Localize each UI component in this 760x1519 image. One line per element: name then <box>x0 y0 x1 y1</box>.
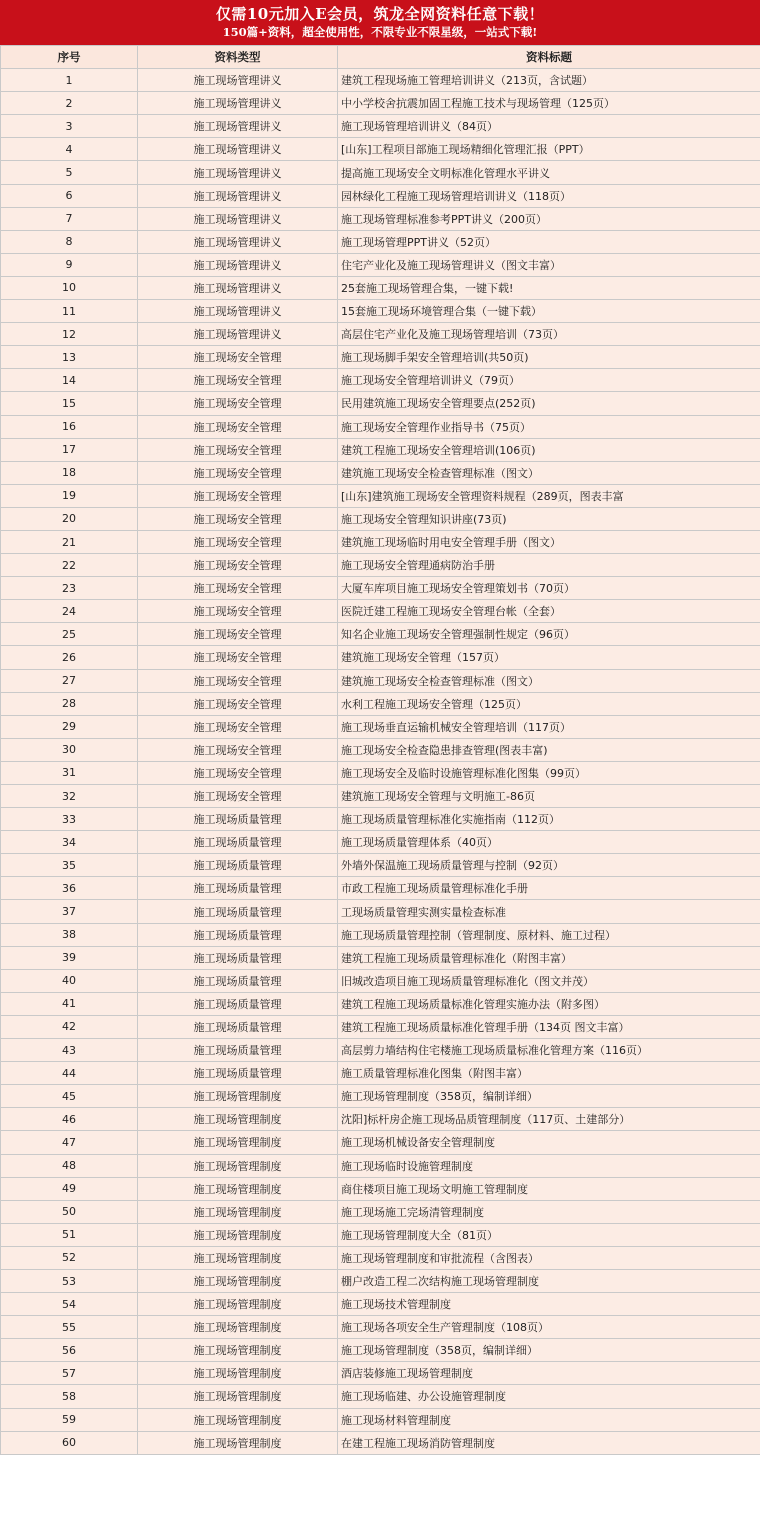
row-title-cell: 中小学校舍抗震加固工程施工技术与现场管理（125页） <box>338 92 760 115</box>
row-index-cell: 59 <box>1 1408 138 1431</box>
row-type-cell: 施工现场管理讲义 <box>138 184 338 207</box>
table-body <box>1 69 760 1455</box>
row-index-cell: 49 <box>1 1177 138 1200</box>
row-title-cell: 施工现场安全及临时设施管理标准化图集（99页） <box>338 761 760 784</box>
row-index-cell: 11 <box>1 300 138 323</box>
row-title-cell: 建筑施工现场安全检查管理标准（图文） <box>338 461 760 484</box>
document-list-table <box>0 45 760 1455</box>
row-type-cell: 施工现场管理制度 <box>138 1131 338 1154</box>
row-index-cell: 2 <box>1 92 138 115</box>
row-type-cell: 施工现场安全管理 <box>138 623 338 646</box>
row-type-cell: 施工现场管理制度 <box>138 1362 338 1385</box>
row-title-cell: 医院迁建工程施工现场安全管理台帐（全套） <box>338 600 760 623</box>
row-index-cell: 25 <box>1 623 138 646</box>
row-title-cell: 施工质量管理标准化图集（附图丰富） <box>338 1062 760 1085</box>
table-row <box>1 1316 760 1339</box>
row-index-cell: 60 <box>1 1431 138 1454</box>
row-index-cell: 50 <box>1 1200 138 1223</box>
table-row <box>1 715 760 738</box>
table-row <box>1 1015 760 1038</box>
table-row <box>1 207 760 230</box>
table-row <box>1 438 760 461</box>
row-type-cell: 施工现场质量管理 <box>138 808 338 831</box>
row-type-cell: 施工现场安全管理 <box>138 461 338 484</box>
row-title-cell: 施工现场安全管理作业指导书（75页） <box>338 415 760 438</box>
row-type-cell: 施工现场质量管理 <box>138 969 338 992</box>
table-row <box>1 600 760 623</box>
header-type: 资料类型 <box>138 46 338 69</box>
row-title-cell: 建筑施工现场安全管理（157页） <box>338 646 760 669</box>
row-index-cell: 54 <box>1 1293 138 1316</box>
row-index-cell: 44 <box>1 1062 138 1085</box>
table-row <box>1 461 760 484</box>
row-index-cell: 57 <box>1 1362 138 1385</box>
row-type-cell: 施工现场质量管理 <box>138 831 338 854</box>
row-index-cell: 10 <box>1 276 138 299</box>
table-row <box>1 253 760 276</box>
row-title-cell: 园林绿化工程施工现场管理培训讲义（118页） <box>338 184 760 207</box>
row-title-cell: 高层剪力墙结构住宅楼施工现场质量标准化管理方案（116页） <box>338 1039 760 1062</box>
header-index: 序号 <box>1 46 138 69</box>
row-index-cell: 23 <box>1 577 138 600</box>
row-index-cell: 48 <box>1 1154 138 1177</box>
row-title-cell: 旧城改造项目施工现场质量管理标准化（图文并茂） <box>338 969 760 992</box>
table-row <box>1 1431 760 1454</box>
row-index-cell: 38 <box>1 923 138 946</box>
row-type-cell: 施工现场管理讲义 <box>138 300 338 323</box>
row-index-cell: 31 <box>1 761 138 784</box>
row-index-cell: 52 <box>1 1246 138 1269</box>
table-row <box>1 646 760 669</box>
row-type-cell: 施工现场安全管理 <box>138 785 338 808</box>
row-type-cell: 施工现场安全管理 <box>138 392 338 415</box>
row-index-cell: 24 <box>1 600 138 623</box>
row-type-cell: 施工现场管理讲义 <box>138 161 338 184</box>
row-index-cell: 26 <box>1 646 138 669</box>
table-row <box>1 1062 760 1085</box>
table-row <box>1 1108 760 1131</box>
row-type-cell: 施工现场安全管理 <box>138 530 338 553</box>
table-row <box>1 184 760 207</box>
row-index-cell: 27 <box>1 669 138 692</box>
row-title-cell: 施工现场垂直运输机械安全管理培训（117页） <box>338 715 760 738</box>
row-type-cell: 施工现场安全管理 <box>138 438 338 461</box>
row-title-cell: 施工现场临时设施管理制度 <box>338 1154 760 1177</box>
row-index-cell: 33 <box>1 808 138 831</box>
row-title-cell: 建筑工程施工现场质量标准化管理手册（134页 图文丰富） <box>338 1015 760 1038</box>
table-header-row <box>1 46 760 69</box>
row-index-cell: 9 <box>1 253 138 276</box>
row-type-cell: 施工现场管理制度 <box>138 1200 338 1223</box>
table-row <box>1 831 760 854</box>
row-title-cell: 外墙外保温施工现场质量管理与控制（92页） <box>338 854 760 877</box>
row-type-cell: 施工现场管理制度 <box>138 1293 338 1316</box>
table-row <box>1 276 760 299</box>
row-type-cell: 施工现场安全管理 <box>138 554 338 577</box>
row-type-cell: 施工现场质量管理 <box>138 900 338 923</box>
table-row <box>1 1293 760 1316</box>
row-type-cell: 施工现场管理制度 <box>138 1431 338 1454</box>
row-title-cell: 施工现场施工完场清管理制度 <box>338 1200 760 1223</box>
row-type-cell: 施工现场管理讲义 <box>138 230 338 253</box>
row-type-cell: 施工现场质量管理 <box>138 946 338 969</box>
row-title-cell: 施工现场管理制度大全（81页） <box>338 1223 760 1246</box>
promo-headline: 仅需10元加入E会员，筑龙全网资料任意下载！ <box>215 5 545 23</box>
row-type-cell: 施工现场管理讲义 <box>138 276 338 299</box>
row-title-cell: 施工现场管理制度（358页，编制详细） <box>338 1085 760 1108</box>
row-type-cell: 施工现场安全管理 <box>138 484 338 507</box>
table-row <box>1 808 760 831</box>
row-type-cell: 施工现场管理制度 <box>138 1246 338 1269</box>
row-index-cell: 16 <box>1 415 138 438</box>
table-row <box>1 577 760 600</box>
row-index-cell: 42 <box>1 1015 138 1038</box>
row-title-cell: 施工现场管理制度（358页，编制详细） <box>338 1339 760 1362</box>
row-index-cell: 1 <box>1 69 138 92</box>
row-title-cell: 建筑施工现场临时用电安全管理手册（图文） <box>338 530 760 553</box>
table-row <box>1 507 760 530</box>
row-type-cell: 施工现场管理制度 <box>138 1085 338 1108</box>
table-row <box>1 946 760 969</box>
table-row <box>1 161 760 184</box>
row-type-cell: 施工现场管理制度 <box>138 1223 338 1246</box>
row-title-cell: 在建工程施工现场消防管理制度 <box>338 1431 760 1454</box>
row-type-cell: 施工现场质量管理 <box>138 992 338 1015</box>
row-index-cell: 19 <box>1 484 138 507</box>
row-title-cell: [山东]工程项目部施工现场精细化管理汇报（PPT） <box>338 138 760 161</box>
row-index-cell: 13 <box>1 346 138 369</box>
row-type-cell: 施工现场安全管理 <box>138 369 338 392</box>
row-index-cell: 7 <box>1 207 138 230</box>
table-row <box>1 1246 760 1269</box>
row-index-cell: 40 <box>1 969 138 992</box>
table-row <box>1 923 760 946</box>
row-index-cell: 34 <box>1 831 138 854</box>
row-title-cell: 施工现场材料管理制度 <box>338 1408 760 1431</box>
row-type-cell: 施工现场质量管理 <box>138 877 338 900</box>
row-title-cell: 施工现场质量管理标准化实施指南（112页） <box>338 808 760 831</box>
table-row <box>1 300 760 323</box>
row-type-cell: 施工现场管理讲义 <box>138 69 338 92</box>
promo-subline: 150篇+资料，超全使用性，不限专业不限星级，一站式下载! <box>222 25 538 39</box>
row-type-cell: 施工现场安全管理 <box>138 761 338 784</box>
row-index-cell: 14 <box>1 369 138 392</box>
row-index-cell: 45 <box>1 1085 138 1108</box>
table-row <box>1 992 760 1015</box>
row-title-cell: 民用建筑施工现场安全管理要点(252页) <box>338 392 760 415</box>
row-type-cell: 施工现场管理制度 <box>138 1177 338 1200</box>
table-row <box>1 785 760 808</box>
table-row <box>1 1200 760 1223</box>
row-title-cell: 施工现场机械设备安全管理制度 <box>338 1131 760 1154</box>
row-index-cell: 3 <box>1 115 138 138</box>
table-row <box>1 1039 760 1062</box>
row-type-cell: 施工现场管理制度 <box>138 1316 338 1339</box>
row-title-cell: 大厦车库项目施工现场安全管理策划书（70页） <box>338 577 760 600</box>
row-index-cell: 43 <box>1 1039 138 1062</box>
table-row <box>1 692 760 715</box>
table-row <box>1 1339 760 1362</box>
row-title-cell: 施工现场各项安全生产管理制度（108页） <box>338 1316 760 1339</box>
row-type-cell: 施工现场管理讲义 <box>138 323 338 346</box>
table-row <box>1 92 760 115</box>
table-row <box>1 415 760 438</box>
row-index-cell: 12 <box>1 323 138 346</box>
row-type-cell: 施工现场管理讲义 <box>138 207 338 230</box>
row-index-cell: 15 <box>1 392 138 415</box>
table-row <box>1 623 760 646</box>
row-type-cell: 施工现场质量管理 <box>138 854 338 877</box>
row-type-cell: 施工现场质量管理 <box>138 1062 338 1085</box>
row-index-cell: 37 <box>1 900 138 923</box>
row-title-cell: 工现场质量管理实测实量检查标准 <box>338 900 760 923</box>
row-title-cell: 施工现场质量管理体系（40页） <box>338 831 760 854</box>
table-row <box>1 969 760 992</box>
table-row <box>1 761 760 784</box>
row-type-cell: 施工现场管理制度 <box>138 1108 338 1131</box>
table-row <box>1 1131 760 1154</box>
row-title-cell: 施工现场脚手架安全管理培训(共50页) <box>338 346 760 369</box>
row-title-cell: 15套施工现场环境管理合集（一键下载） <box>338 300 760 323</box>
table-row <box>1 1385 760 1408</box>
row-type-cell: 施工现场安全管理 <box>138 507 338 530</box>
table-row <box>1 230 760 253</box>
row-title-cell: 施工现场管理培训讲义（84页） <box>338 115 760 138</box>
row-type-cell: 施工现场安全管理 <box>138 346 338 369</box>
row-title-cell: 市政工程施工现场质量管理标准化手册 <box>338 877 760 900</box>
table-row <box>1 1223 760 1246</box>
row-index-cell: 28 <box>1 692 138 715</box>
table-row <box>1 369 760 392</box>
row-title-cell: 高层住宅产业化及施工现场管理培训（73页） <box>338 323 760 346</box>
row-index-cell: 35 <box>1 854 138 877</box>
row-title-cell: 施工现场安全管理培训讲义（79页） <box>338 369 760 392</box>
table-row <box>1 138 760 161</box>
row-type-cell: 施工现场安全管理 <box>138 415 338 438</box>
table-row <box>1 115 760 138</box>
table-row <box>1 1269 760 1292</box>
table-row <box>1 346 760 369</box>
row-index-cell: 39 <box>1 946 138 969</box>
row-title-cell: 施工现场管理制度和审批流程（含图表） <box>338 1246 760 1269</box>
table-row <box>1 900 760 923</box>
row-type-cell: 施工现场管理制度 <box>138 1408 338 1431</box>
row-index-cell: 4 <box>1 138 138 161</box>
row-index-cell: 20 <box>1 507 138 530</box>
row-title-cell: 沈阳]标杆房企施工现场品质管理制度（117页、土建部分） <box>338 1108 760 1131</box>
row-type-cell: 施工现场质量管理 <box>138 1015 338 1038</box>
row-type-cell: 施工现场管理制度 <box>138 1269 338 1292</box>
row-index-cell: 30 <box>1 738 138 761</box>
row-index-cell: 46 <box>1 1108 138 1131</box>
row-title-cell: 施工现场技术管理制度 <box>338 1293 760 1316</box>
table-row <box>1 738 760 761</box>
table-row <box>1 669 760 692</box>
row-index-cell: 58 <box>1 1385 138 1408</box>
row-title-cell: 施工现场安全检查隐患排查管理(图表丰富) <box>338 738 760 761</box>
row-index-cell: 32 <box>1 785 138 808</box>
row-index-cell: 18 <box>1 461 138 484</box>
table-row <box>1 484 760 507</box>
row-index-cell: 36 <box>1 877 138 900</box>
row-type-cell: 施工现场质量管理 <box>138 1039 338 1062</box>
row-type-cell: 施工现场安全管理 <box>138 692 338 715</box>
row-title-cell: 建筑施工现场安全管理与文明施工-86页 <box>338 785 760 808</box>
table-row <box>1 877 760 900</box>
row-title-cell: 25套施工现场管理合集，一键下载! <box>338 276 760 299</box>
table-row <box>1 1362 760 1385</box>
row-index-cell: 53 <box>1 1269 138 1292</box>
row-index-cell: 55 <box>1 1316 138 1339</box>
header-title: 资料标题 <box>338 46 760 69</box>
table-row <box>1 554 760 577</box>
promo-banner <box>0 0 760 45</box>
row-title-cell: 建筑工程施工现场安全管理培训(106页) <box>338 438 760 461</box>
row-type-cell: 施工现场管理讲义 <box>138 253 338 276</box>
row-type-cell: 施工现场管理讲义 <box>138 92 338 115</box>
row-title-cell: 建筑工程现场施工管理培训讲义（213页，含试题） <box>338 69 760 92</box>
table-row <box>1 69 760 92</box>
row-index-cell: 8 <box>1 230 138 253</box>
row-title-cell: 商住楼项目施工现场文明施工管理制度 <box>338 1177 760 1200</box>
row-title-cell: 建筑施工现场安全检查管理标准（图文） <box>338 669 760 692</box>
row-type-cell: 施工现场安全管理 <box>138 577 338 600</box>
table-row <box>1 1408 760 1431</box>
row-title-cell: 施工现场管理PPT讲义（52页） <box>338 230 760 253</box>
row-title-cell: 知名企业施工现场安全管理强制性规定（96页） <box>338 623 760 646</box>
table-row <box>1 530 760 553</box>
row-type-cell: 施工现场管理讲义 <box>138 138 338 161</box>
row-type-cell: 施工现场质量管理 <box>138 923 338 946</box>
row-title-cell: 提高施工现场安全文明标准化管理水平讲义 <box>338 161 760 184</box>
row-type-cell: 施工现场安全管理 <box>138 600 338 623</box>
row-index-cell: 51 <box>1 1223 138 1246</box>
row-type-cell: 施工现场安全管理 <box>138 715 338 738</box>
row-type-cell: 施工现场安全管理 <box>138 738 338 761</box>
table-row <box>1 854 760 877</box>
row-index-cell: 22 <box>1 554 138 577</box>
row-title-cell: 棚户改造工程二次结构施工现场管理制度 <box>338 1269 760 1292</box>
row-index-cell: 6 <box>1 184 138 207</box>
row-index-cell: 21 <box>1 530 138 553</box>
row-title-cell: 施工现场质量管理控制（管理制度、原材料、施工过程） <box>338 923 760 946</box>
row-index-cell: 56 <box>1 1339 138 1362</box>
row-type-cell: 施工现场管理讲义 <box>138 115 338 138</box>
row-type-cell: 施工现场管理制度 <box>138 1385 338 1408</box>
row-title-cell: 施工现场安全管理通病防治手册 <box>338 554 760 577</box>
row-index-cell: 29 <box>1 715 138 738</box>
row-type-cell: 施工现场安全管理 <box>138 646 338 669</box>
row-title-cell: 建筑工程施工现场质量标准化管理实施办法（附多图） <box>338 992 760 1015</box>
row-title-cell: [山东]建筑施工现场安全管理资料规程（289页，图表丰富 <box>338 484 760 507</box>
row-title-cell: 施工现场安全管理知识讲座(73页) <box>338 507 760 530</box>
table-row <box>1 1154 760 1177</box>
row-title-cell: 施工现场临建、办公设施管理制度 <box>338 1385 760 1408</box>
row-title-cell: 建筑工程施工现场质量管理标准化（附图丰富） <box>338 946 760 969</box>
row-type-cell: 施工现场安全管理 <box>138 669 338 692</box>
row-index-cell: 17 <box>1 438 138 461</box>
row-index-cell: 5 <box>1 161 138 184</box>
row-title-cell: 施工现场管理标准参考PPT讲义（200页） <box>338 207 760 230</box>
table-row <box>1 323 760 346</box>
table-row <box>1 392 760 415</box>
row-type-cell: 施工现场管理制度 <box>138 1154 338 1177</box>
row-title-cell: 酒店装修施工现场管理制度 <box>338 1362 760 1385</box>
row-index-cell: 41 <box>1 992 138 1015</box>
table-row <box>1 1085 760 1108</box>
row-title-cell: 住宅产业化及施工现场管理讲义（图文丰富） <box>338 253 760 276</box>
table-row <box>1 1177 760 1200</box>
row-index-cell: 47 <box>1 1131 138 1154</box>
row-type-cell: 施工现场管理制度 <box>138 1339 338 1362</box>
row-title-cell: 水利工程施工现场安全管理（125页） <box>338 692 760 715</box>
